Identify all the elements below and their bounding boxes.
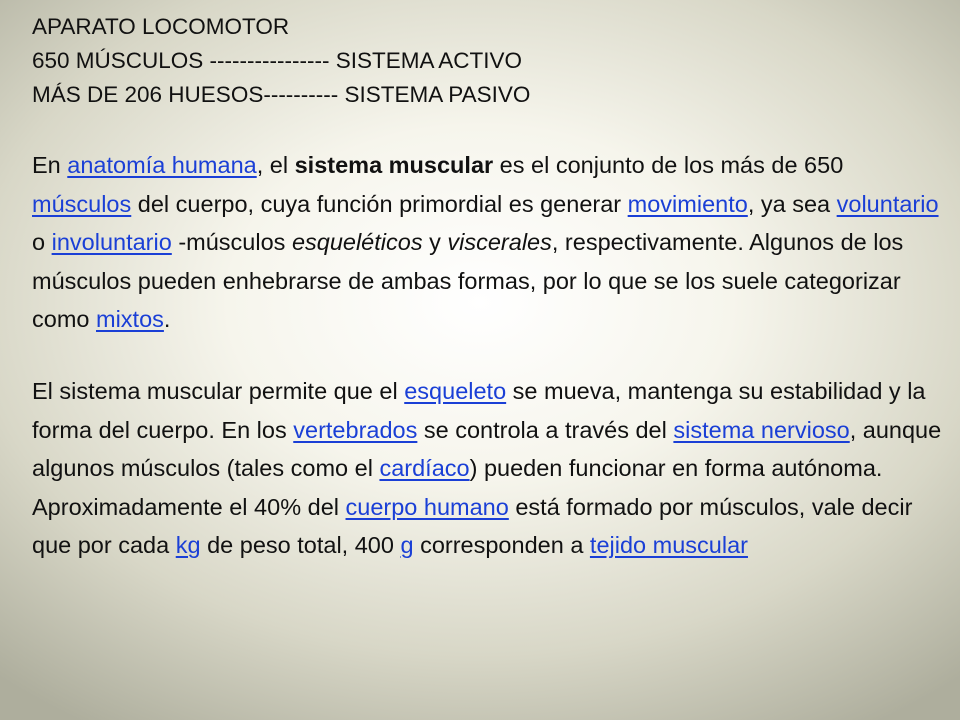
text-run: de peso total, 400 [200, 532, 401, 559]
text-run: ) pueden funcionar en forma autónoma. Aproximadamente el 40% del [32, 455, 883, 520]
text-run: o [32, 229, 52, 256]
italic-esqueleticos: esqueléticos [291, 229, 423, 256]
link-cardiaco[interactable]: cardíaco [379, 455, 470, 482]
link-kg[interactable]: kg [175, 532, 201, 559]
text-run: El sistema muscular permite que el [32, 377, 405, 404]
title-line-1: APARATO LOCOMOTOR [32, 14, 290, 39]
link-cuerpo-humano[interactable]: cuerpo humano [345, 493, 509, 520]
bold-sistema-muscular: sistema muscular [294, 152, 494, 178]
link-musculos[interactable]: músculos [32, 190, 132, 217]
link-esqueleto[interactable]: esqueleto [404, 377, 507, 404]
text-run: corresponden a [413, 532, 590, 559]
text-run: En [32, 152, 68, 178]
link-mixtos[interactable]: mixtos [96, 306, 164, 333]
text-run: , aunque algunos músculos (tales como el [32, 416, 942, 482]
link-vertebrados[interactable]: vertebrados [293, 416, 418, 443]
link-g[interactable]: g [400, 532, 414, 559]
slide-content [32, 10, 947, 565]
italic-viscerales: viscerales [447, 229, 552, 256]
text-run: , respectivamente. Algunos de los músculos pueden enhebrarse de ambas formas, por lo que se los suele categorizar como [32, 229, 904, 333]
link-involuntario[interactable]: involuntario [51, 229, 172, 256]
link-tejido-muscular[interactable]: tejido muscular [589, 532, 748, 559]
paragraph-funcion-muscular [32, 372, 947, 565]
link-anatomia-humana[interactable]: anatomía humana [67, 152, 257, 178]
link-movimiento[interactable]: movimiento [627, 190, 748, 217]
text-run: , el [256, 152, 295, 178]
text-run: -músculos [171, 229, 292, 256]
title-line-2: 650 MÚSCULOS ---------------- SISTEMA ACTIVO [32, 48, 522, 73]
paragraph-sistema-muscular [32, 146, 947, 339]
link-sistema-nervioso[interactable]: sistema nervioso [673, 416, 850, 443]
text-run: . [163, 306, 171, 333]
title-line-3: MÁS DE 206 HUESOS---------- SISTEMA PASIVO [32, 82, 531, 107]
text-run: , ya sea [747, 190, 837, 217]
link-voluntario[interactable]: voluntario [836, 190, 939, 217]
text-run: es el conjunto de los más de 650 [493, 152, 844, 178]
text-run: se controla a través del [417, 416, 674, 443]
text-run: se mueva, mantenga su estabilidad y la forma del cuerpo. En los [32, 377, 926, 443]
title-block [32, 10, 947, 112]
text-run: del cuerpo, cuya función primordial es generar [131, 190, 628, 217]
text-run: y [422, 229, 448, 256]
text-run: está formado por músculos, vale decir que por cada [32, 493, 913, 559]
